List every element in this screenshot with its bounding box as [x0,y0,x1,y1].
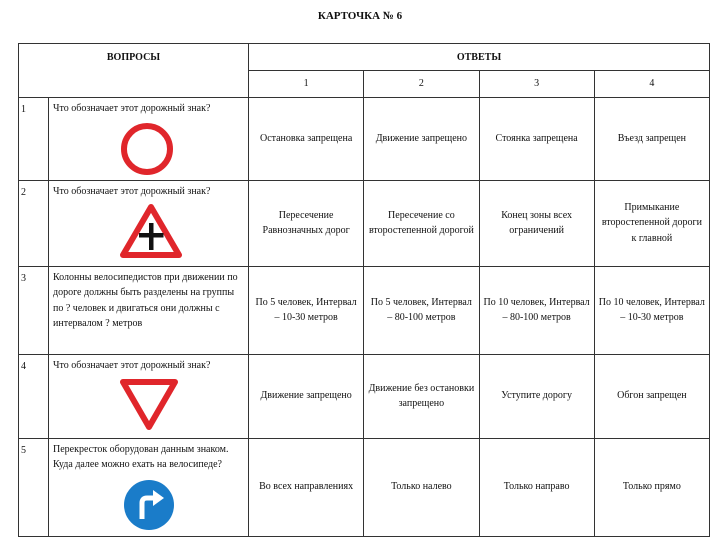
table-row [19,438,710,536]
answer-option: Конец зоны всех ограничений [479,180,594,266]
table-row [19,354,710,438]
answer-option: Движение запрещено [364,98,479,181]
answer-option: Остановка запрещена [249,98,364,181]
answer-number-3: 3 [479,71,594,98]
question-text: Что обозначает этот дорожный знак? [53,103,211,114]
question-cell [49,354,249,438]
answer-option: Только налево [364,438,479,536]
answer-option: Только направо [479,438,594,536]
question-text: Колонны велосипедистов при движении по дороге должны быть разделены на группы по ? человек и двигаться они должны с интервалом ? метров [53,271,238,329]
quiz-table [18,43,710,537]
question-number: 3 [19,266,49,354]
turn-right-only-sign-icon [123,479,175,531]
question-number: 4 [19,354,49,438]
yield-sign-icon [119,377,179,431]
answer-option: Движение запрещено [249,354,364,438]
question-text: Перекресток оборудован данным знаком. Куда далее можно ехать на велосипеде? [53,443,229,470]
question-cell [49,266,249,354]
answer-option: Пересечение со второстепенной дорогой [364,180,479,266]
table-row [19,98,710,181]
question-cell [49,438,249,536]
answer-option: Примыкание второстепенной дороги к главной [594,180,709,266]
answer-option: По 10 человек, Интервал – 80-100 метров [479,266,594,354]
answer-number-2: 2 [364,71,479,98]
no-vehicles-sign-icon [119,121,175,177]
answer-option: По 5 человек, Интервал – 80-100 метров [364,266,479,354]
answer-option: Движение без остановки запрещено [364,354,479,438]
question-number: 2 [19,180,49,266]
answer-option: Пересечение Равнозначных дорог [249,180,364,266]
answer-option: Уступите дорогу [479,354,594,438]
card-title: КАРТОЧКА № 6 [317,10,403,22]
answers-header: ОТВЕТЫ [249,44,710,71]
answer-option: Только прямо [594,438,709,536]
crossroad-warning-sign-icon [119,203,183,259]
answer-option: Въезд запрещен [594,98,709,181]
answer-option: Стоянка запрещена [479,98,594,181]
table-row [19,180,710,266]
answer-option: По 10 человек, Интервал – 10-30 метров [594,266,709,354]
question-number: 5 [19,438,49,536]
answer-number-4: 4 [594,71,709,98]
questions-header: ВОПРОСЫ [19,44,249,98]
answer-number-1: 1 [249,71,364,98]
answer-option: Во всех направлениях [249,438,364,536]
table-row [19,266,710,354]
question-cell [49,98,249,181]
answer-option: Обгон запрещен [594,354,709,438]
question-text: Что обозначает этот дорожный знак? [53,185,211,197]
question-text: Что обозначает этот дорожный знак? [53,359,211,371]
question-number: 1 [19,98,49,181]
question-cell [49,180,249,266]
answer-option: По 5 человек, Интервал – 10-30 метров [249,266,364,354]
